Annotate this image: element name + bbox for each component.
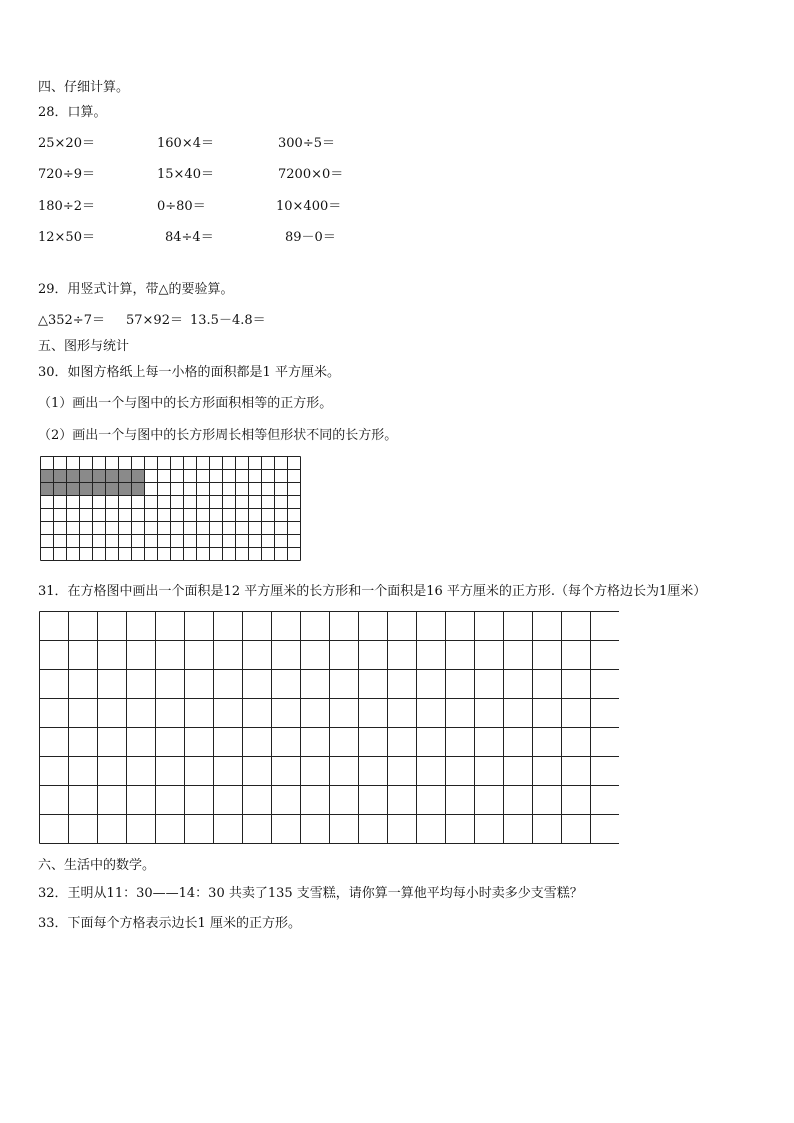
calc-item: 25×20＝ <box>38 136 95 151</box>
calc-item: 84÷4＝ <box>165 230 214 245</box>
section-heading-4: 四、仔细计算。 <box>38 80 130 95</box>
section-heading-6: 六、生活中的数学。 <box>38 858 156 873</box>
question-30-sub1: （1）画出一个与图中的长方形面积相等的正方形。 <box>38 396 333 411</box>
calc-item: 720÷9＝ <box>38 167 95 182</box>
calc-item: 180÷2＝ <box>38 199 95 214</box>
calc-item: 15×40＝ <box>157 167 214 182</box>
calc-item: 10×400＝ <box>276 199 342 214</box>
grid-paper-large <box>39 611 619 853</box>
question-29-label: 29．用竖式计算，带△的要验算。 <box>38 282 234 297</box>
question-30-sub2: （2）画出一个与图中的长方形周长相等但形状不同的长方形。 <box>38 428 398 443</box>
calc-item: 13.5－4.8＝ <box>190 313 266 328</box>
question-33-label: 33．下面每个方格表示边长1 厘米的正方形。 <box>38 916 301 931</box>
calc-item: 89－0＝ <box>285 230 336 245</box>
calc-item: 7200×0＝ <box>278 167 344 182</box>
calc-item: △352÷7＝ <box>38 313 105 328</box>
calc-item: 12×50＝ <box>38 230 95 245</box>
calc-item: 160×4＝ <box>157 136 214 151</box>
calc-item: 0÷80＝ <box>157 199 206 214</box>
question-28-label: 28．口算。 <box>38 105 107 120</box>
calc-item: 300÷5＝ <box>278 136 335 151</box>
question-31-label: 31．在方格图中画出一个面积是12 平方厘米的长方形和一个面积是16 平方厘米的正方形.（每个方格边长为1厘米） <box>38 584 707 599</box>
question-32-label: 32．王明从11：30——14：30 共卖了135 支雪糕，请你算一算他平均每小时卖多少支雪糕？ <box>38 886 583 901</box>
section-heading-5: 五、图形与统计 <box>38 339 130 354</box>
calc-item: 57×92＝ <box>126 313 183 328</box>
grid-paper-small <box>40 456 302 564</box>
question-30-label: 30．如图方格纸上每一小格的面积都是1 平方厘米。 <box>38 365 340 380</box>
